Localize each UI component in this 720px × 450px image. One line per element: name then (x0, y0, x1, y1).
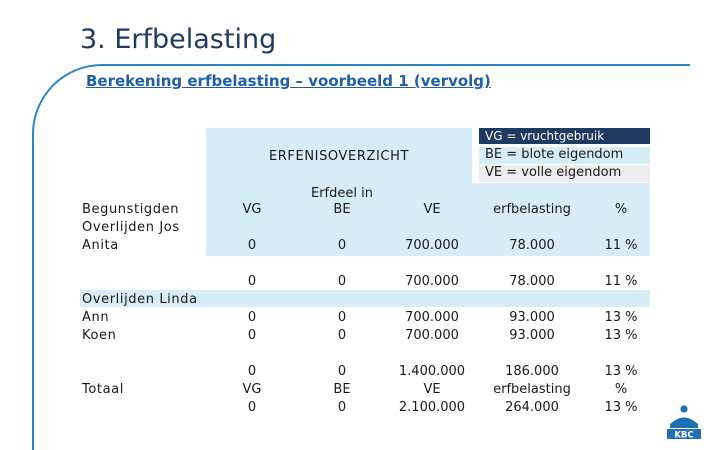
beneficiaries-header: Begunstigden (82, 202, 180, 217)
legend-ve: VE = volle eigendom (479, 165, 650, 182)
section2-label: Overlijden Linda (82, 292, 198, 307)
total-top-pct: 13 % (604, 364, 638, 379)
total-bottom-pct: 13 % (604, 400, 638, 415)
section2-person-koen: Koen (82, 328, 117, 343)
section1-label: Overlijden Jos (82, 220, 180, 235)
koen-pct: 13 % (604, 328, 638, 343)
ann-ve: 700.000 (405, 310, 459, 325)
kbc-logo-text: KBC (674, 430, 694, 440)
section2-person-ann: Ann (82, 310, 110, 325)
ann-pct: 13 % (604, 310, 638, 325)
total-mid-ve: VE (423, 382, 441, 397)
total-top-vg: 0 (247, 364, 257, 379)
anita-2-tax: 78.000 (509, 274, 555, 289)
overview-header: ERFENISOVERZICHT (268, 149, 410, 164)
total-mid-tax: erfbelasting (493, 382, 571, 397)
ann-tax: 93.000 (509, 310, 555, 325)
koen-tax: 93.000 (509, 328, 555, 343)
anita-1-ve: 700.000 (405, 238, 459, 253)
anita-1-vg: 0 (247, 238, 257, 253)
col-header-vg: VG (242, 202, 262, 217)
col-header-ve: VE (423, 202, 441, 217)
total-bottom-ve: 2.100.000 (398, 400, 466, 415)
total-bottom-tax: 264.000 (505, 400, 559, 415)
ann-vg: 0 (247, 310, 257, 325)
koen-be: 0 (337, 328, 347, 343)
total-top-ve: 1.400.000 (398, 364, 466, 379)
total-bottom-vg: 0 (247, 400, 257, 415)
legend-vg: VG = vruchtgebruik (479, 128, 650, 144)
total-label: Totaal (82, 382, 124, 397)
total-bottom-be: 0 (337, 400, 347, 415)
kbc-logo-icon (664, 404, 704, 440)
koen-vg: 0 (247, 328, 257, 343)
col-header-be: BE (333, 202, 351, 217)
total-mid-vg: VG (242, 382, 262, 397)
koen-ve: 700.000 (405, 328, 459, 343)
anita-1-pct: 11 % (604, 238, 638, 253)
anita-2-pct: 11 % (604, 274, 638, 289)
anita-1-be: 0 (337, 238, 347, 253)
anita-2-be: 0 (337, 274, 347, 289)
total-mid-pct: % (614, 382, 628, 397)
col-header-pct: % (614, 202, 628, 217)
total-top-be: 0 (337, 364, 347, 379)
anita-2-vg: 0 (247, 274, 257, 289)
slide-subtitle: Berekening erfbelasting – voorbeeld 1 (vervolg) (86, 72, 491, 90)
anita-2-ve: 700.000 (405, 274, 459, 289)
col-header-erfdeel: Erfdeel in (311, 186, 373, 201)
total-top-tax: 186.000 (505, 364, 559, 379)
ann-be: 0 (337, 310, 347, 325)
anita-1-tax: 78.000 (509, 238, 555, 253)
section1-person: Anita (82, 238, 119, 253)
col-header-tax: erfbelasting (493, 202, 571, 217)
legend-be: BE = blote eigendom (479, 147, 650, 164)
total-mid-be: BE (333, 382, 351, 397)
slide-title: 3. Erfbelasting (80, 24, 277, 55)
